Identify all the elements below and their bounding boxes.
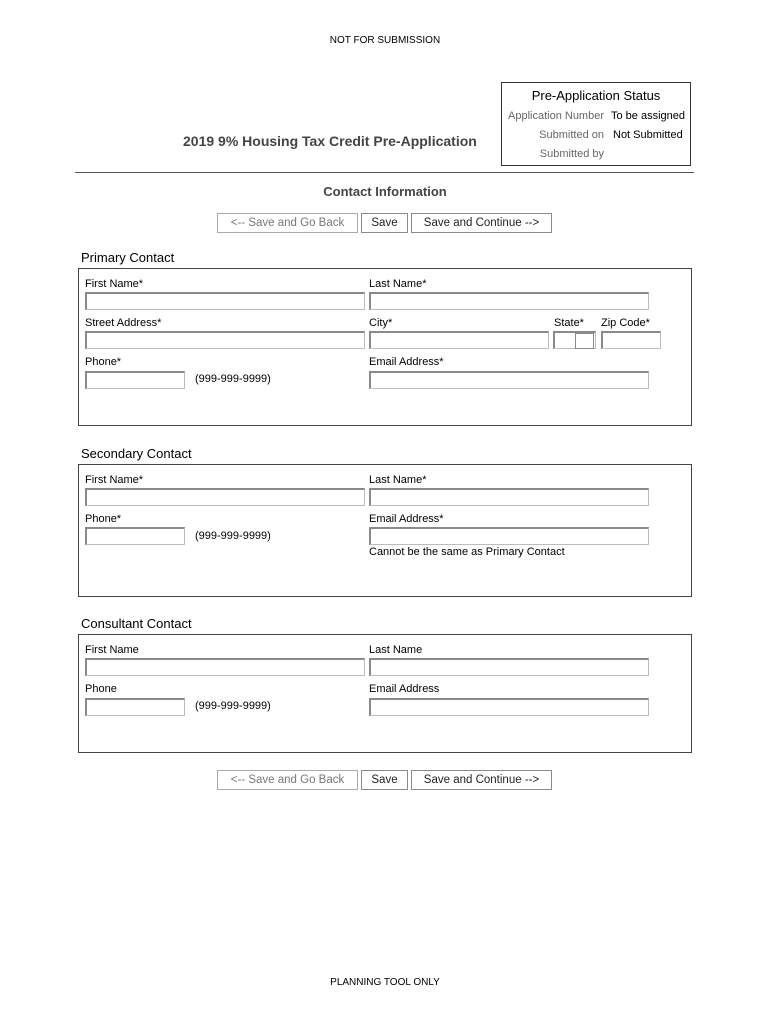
secondary-phone-label: Phone* (85, 513, 122, 525)
secondary-email-input[interactable] (369, 527, 649, 545)
save-and-go-back-button-bottom[interactable]: <-- Save and Go Back (217, 770, 358, 790)
consultant-contact-heading: Consultant Contact (81, 616, 192, 631)
consultant-phone-label: Phone (85, 683, 117, 695)
primary-phone-input[interactable] (85, 371, 185, 389)
submitted-on-label: Submitted on (539, 129, 604, 141)
secondary-phone-format-hint: (999-999-9999) (195, 530, 271, 542)
submitted-on-value: Not Submitted (613, 129, 683, 141)
primary-state-select[interactable] (553, 331, 596, 349)
consultant-first-name-input[interactable] (85, 658, 365, 676)
primary-city-label: City* (369, 317, 393, 329)
secondary-first-name-label: First Name* (85, 474, 144, 486)
primary-street-label: Street Address* (85, 317, 162, 329)
primary-first-name-label: First Name* (85, 278, 144, 290)
save-and-continue-button[interactable]: Save and Continue --> (411, 213, 552, 233)
pre-application-status-box (501, 82, 691, 166)
primary-street-input[interactable] (85, 331, 365, 349)
secondary-phone-input[interactable] (85, 527, 185, 545)
consultant-last-name-input[interactable] (369, 658, 649, 676)
primary-city-input[interactable] (369, 331, 549, 349)
primary-zip-label: Zip Code* (601, 317, 650, 329)
submitted-by-label: Submitted by (539, 148, 604, 160)
secondary-first-name-input[interactable] (85, 488, 365, 506)
primary-phone-label: Phone* (85, 356, 122, 368)
primary-zip-input[interactable] (601, 331, 661, 349)
secondary-email-label: Email Address* (369, 513, 444, 525)
secondary-contact-heading: Secondary Contact (81, 446, 192, 461)
primary-first-name-input[interactable] (85, 292, 365, 310)
top-banner: NOT FOR SUBMISSION (329, 35, 441, 46)
section-title: Contact Information (323, 184, 447, 199)
consultant-email-label: Email Address (369, 683, 440, 695)
application-title: 2019 9% Housing Tax Credit Pre-Application (183, 133, 477, 149)
primary-last-name-label: Last Name* (369, 278, 427, 290)
save-button-bottom[interactable]: Save (361, 770, 408, 790)
bottom-banner: PLANNING TOOL ONLY (330, 977, 440, 988)
consultant-first-name-label: First Name (85, 644, 139, 656)
secondary-email-note: Cannot be the same as Primary Contact (369, 546, 565, 558)
consultant-last-name-label: Last Name (369, 644, 423, 656)
save-and-go-back-button[interactable]: <-- Save and Go Back (217, 213, 358, 233)
consultant-phone-input[interactable] (85, 698, 185, 716)
consultant-email-input[interactable] (369, 698, 649, 716)
consultant-phone-format-hint: (999-999-9999) (195, 700, 271, 712)
primary-last-name-input[interactable] (369, 292, 649, 310)
state-dropdown-button[interactable] (575, 333, 594, 349)
secondary-last-name-input[interactable] (369, 488, 649, 506)
header-divider (75, 172, 694, 173)
application-number-value: To be assigned (611, 110, 685, 122)
secondary-last-name-label: Last Name* (369, 474, 427, 486)
save-button[interactable]: Save (361, 213, 408, 233)
primary-email-label: Email Address* (369, 356, 444, 368)
application-number-label: Application Number (508, 110, 604, 122)
primary-phone-format-hint: (999-999-9999) (195, 373, 271, 385)
primary-email-input[interactable] (369, 371, 649, 389)
primary-state-label: State* (554, 317, 584, 329)
save-and-continue-button-bottom[interactable]: Save and Continue --> (411, 770, 552, 790)
status-title: Pre-Application Status (531, 88, 661, 103)
primary-contact-heading: Primary Contact (81, 250, 175, 265)
